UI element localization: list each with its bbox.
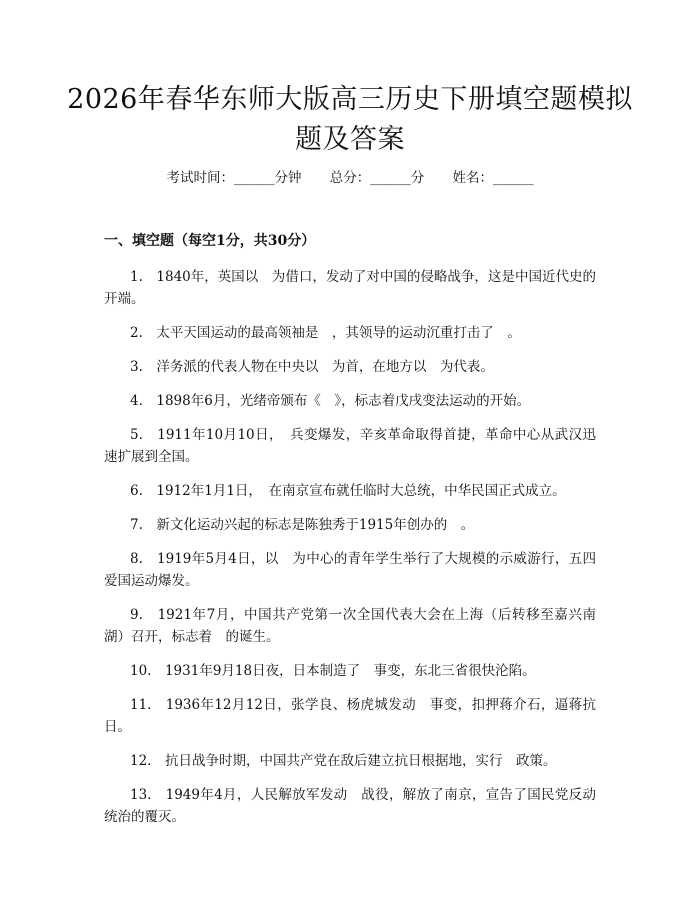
question-item: 13. 1949年4月，人民解放军发动 战役，解放了南京，宣告了国民党反动统治的覆灭。 — [104, 787, 596, 825]
question-item: 2. 太平天国运动的最高领袖是 ，其领导的运动沉重打击了 。 — [130, 325, 521, 341]
question-item: 8. 1919年5月4日，以 为中心的青年学生举行了大规模的示威游行，五四爱国运动爆发。 — [104, 551, 596, 589]
exam-time: 考试时间：______分钟 — [166, 170, 302, 186]
exam-name: 姓名：______ — [452, 170, 534, 186]
question-item: 3. 洋务派的代表人物在中央以 为首，在地方以 为代表。 — [130, 359, 494, 375]
question-item: 7. 新文化运动兴起的标志是陈独秀于1915年创办的 。 — [130, 517, 475, 533]
question-item: 12. 抗日战争时期，中国共产党在敌后建立抗日根据地，实行 政策。 — [130, 753, 557, 769]
question-item: 1. 1840年，英国以 为借口，发动了对中国的侵略战争，这是中国近代史的开端。 — [104, 269, 596, 307]
section-title: 一、填空题（每空1分，共30分） — [104, 233, 316, 249]
exam-meta — [0, 168, 700, 188]
document-title: 2026年春华东师大版高三历史下册填空题模拟题及答案 — [67, 84, 633, 155]
question-item: 4. 1898年6月，光绪帝颁布《 》，标志着戊戌变法运动的开始。 — [130, 393, 531, 409]
question-list — [104, 266, 596, 840]
question-item: 6. 1912年1月1日， 在南京宣布就任临时大总统，中华民国正式成立。 — [130, 483, 566, 499]
exam-total-score: 总分：______分 — [329, 170, 425, 186]
question-item: 11. 1936年12月12日，张学良、杨虎城发动 事变，扣押蒋介石，逼蒋抗日。 — [104, 697, 596, 735]
question-item: 5. 1911年10月10日， 兵变爆发，辛亥革命取得首捷，革命中心从武汉迅速扩展到全国。 — [104, 427, 596, 465]
question-item: 9. 1921年7月，中国共产党第一次全国代表大会在上海（后转移至嘉兴南湖）召开，标志着 的诞生。 — [104, 607, 596, 645]
question-item: 10. 1931年9月18日夜，日本制造了 事变，东北三省很快沦陷。 — [130, 663, 536, 679]
